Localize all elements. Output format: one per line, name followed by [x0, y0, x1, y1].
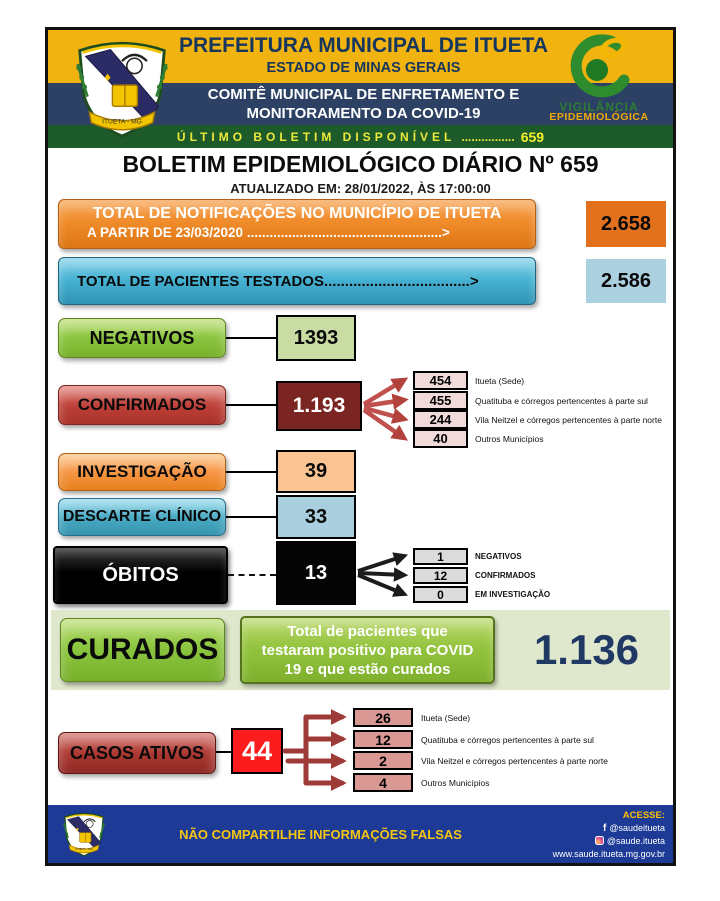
obitos-value: 13: [276, 541, 356, 605]
vigilancia-line2: EPIDEMIOLÓGICA: [549, 111, 649, 123]
footer-instagram-row: [490, 835, 665, 848]
obitos-arrows: [358, 556, 404, 594]
total-tested-bar: [58, 257, 536, 305]
breakdown-value: 1: [413, 548, 468, 565]
obitos-breakdown-row: [413, 567, 663, 584]
bulletin-sheet: [45, 27, 676, 866]
curados-desc-line2: testaram positivo para COVID: [261, 641, 474, 659]
confirmados-breakdown-row: [413, 429, 663, 448]
casos-ativos-label: CASOS ATIVOS: [58, 732, 216, 774]
breakdown-label: Outros Municípios: [475, 433, 544, 444]
negativos-value: 1393: [276, 315, 356, 361]
casos-ativos-connector: [216, 751, 231, 753]
breakdown-label: Itueta (Sede): [421, 712, 471, 723]
committee-title-block: [166, 85, 561, 123]
municipality-title: PREFEITURA MUNICIPAL DE ITUETA: [178, 34, 549, 57]
total-tested-value: 2.586: [586, 259, 666, 303]
total-notifications-line1: TOTAL DE NOTIFICAÇÕES NO MUNICÍPIO DE ITUETA: [92, 205, 502, 222]
footer-warning: NÃO COMPARTILHE INFORMAÇÕES FALSAS: [179, 826, 462, 842]
curados-label: CURADOS: [60, 618, 225, 682]
confirmados-value: 1.193: [276, 381, 362, 431]
obitos-breakdown-row: [413, 548, 663, 565]
footer-links-block: [490, 809, 665, 861]
curados-desc-line3: 19 e que estão curados: [284, 660, 451, 678]
last-bulletin-dots: ................: [461, 129, 515, 144]
breakdown-value: 12: [353, 730, 413, 749]
bulletin-title: BOLETIM EPIDEMIOLÓGICO DIÁRIO Nº 659: [122, 151, 599, 177]
investigacao-value: 39: [276, 450, 356, 493]
breakdown-label: Quatituba e córregos pertencentes à parte sul: [475, 395, 648, 406]
negativos-label: NEGATIVOS: [58, 318, 226, 358]
casos-ativos-breakdown-row: [353, 730, 653, 749]
committee-line2: MONITORAMENTO DA COVID-19: [246, 105, 481, 122]
breakdown-value: 455: [413, 391, 468, 410]
confirmados-breakdown-row: [413, 391, 663, 410]
confirmados-breakdown-row: [413, 410, 663, 429]
breakdown-label: Quatituba e córregos pertencentes à parte sul: [421, 734, 594, 745]
total-notifications-line2: A PARTIR DE 23/03/2020 ....................................................>: [87, 225, 450, 240]
curados-description: [240, 616, 495, 684]
descarte-value: 33: [276, 495, 356, 539]
breakdown-label: Outros Municípios: [421, 777, 490, 788]
breakdown-value: 0: [413, 586, 468, 603]
state-subtitle: ESTADO DE MINAS GERAIS: [266, 60, 461, 76]
casos-ativos-breakdown-row: [353, 773, 653, 792]
descarte-clinico-label: DESCARTE CLÍNICO: [58, 498, 226, 536]
casos-ativos-breakdown-row: [353, 751, 653, 770]
confirmados-breakdown-row: [413, 371, 663, 390]
breakdown-value: 26: [353, 708, 413, 727]
negativos-connector: [226, 337, 276, 339]
confirmados-connector: [226, 404, 276, 406]
last-bulletin-row: [48, 125, 673, 148]
casos-ativos-arrows: [285, 717, 342, 783]
facebook-icon: f: [602, 823, 607, 834]
obitos-breakdown-row: [413, 586, 663, 603]
descarte-connector: [226, 516, 276, 518]
breakdown-value: 2: [353, 751, 413, 770]
obitos-connector: [228, 574, 276, 576]
investigacao-connector: [226, 471, 276, 473]
breakdown-value: 4: [353, 773, 413, 792]
breakdown-label: CONFIRMADOS: [475, 571, 536, 580]
vigilancia-line1: VIGILÂNCIA: [559, 100, 639, 114]
breakdown-label: NEGATIVOS: [475, 552, 522, 561]
breakdown-value: 12: [413, 567, 468, 584]
total-notifications-bar: [58, 199, 536, 249]
curados-desc-line1: Total de pacientes que: [287, 622, 448, 640]
investigacao-label: INVESTIGAÇÃO: [58, 453, 226, 491]
vigilancia-text-block: [529, 102, 669, 122]
casos-ativos-breakdown-row: [353, 708, 653, 727]
breakdown-value: 244: [413, 410, 468, 429]
bulletin-updated: ATUALIZADO EM: 28/01/2022, ÀS 17:00:00: [230, 181, 491, 196]
footer-coat-of-arms-icon: [62, 810, 106, 858]
header-title-block: [166, 33, 561, 83]
last-bulletin-label: ÚLTIMO BOLETIM DISPONÍVEL: [176, 129, 456, 144]
obitos-label: ÓBITOS: [53, 546, 228, 604]
footer-band: [48, 805, 673, 863]
vigilancia-logo-icon: [561, 34, 633, 102]
instagram-handle: @saude.itueta: [606, 836, 665, 846]
total-notifications-value: 2.658: [586, 201, 666, 247]
last-bulletin-number: 659: [520, 128, 545, 145]
breakdown-label: EM INVESTIGAÇÃO: [475, 590, 551, 599]
total-tested-label: TOTAL DE PACIENTES TESTADOS...................................>: [77, 272, 479, 290]
curados-value: 1.136: [533, 626, 640, 673]
instagram-icon: [595, 836, 604, 845]
breakdown-label: Vila Neitzel e córregos pertencentes à parte norte: [421, 755, 608, 766]
footer-facebook-row: [490, 822, 665, 835]
committee-line1: COMITÊ MUNICIPAL DE ENFRETAMENTO E: [207, 86, 520, 103]
breakdown-value: 454: [413, 371, 468, 390]
facebook-handle: @saudeitueta: [609, 823, 665, 833]
footer-access-label: ACESSE:: [622, 810, 665, 821]
casos-ativos-value: 44: [231, 728, 283, 774]
confirmados-arrows: [364, 380, 404, 438]
breakdown-label: Vila Neitzel e córregos pertencentes à parte norte: [475, 414, 662, 425]
footer-website: www.saude.itueta.mg.gov.br: [552, 849, 665, 859]
breakdown-value: 40: [413, 429, 468, 448]
confirmados-label: CONFIRMADOS: [58, 385, 226, 425]
breakdown-label: Itueta (Sede): [475, 375, 525, 386]
